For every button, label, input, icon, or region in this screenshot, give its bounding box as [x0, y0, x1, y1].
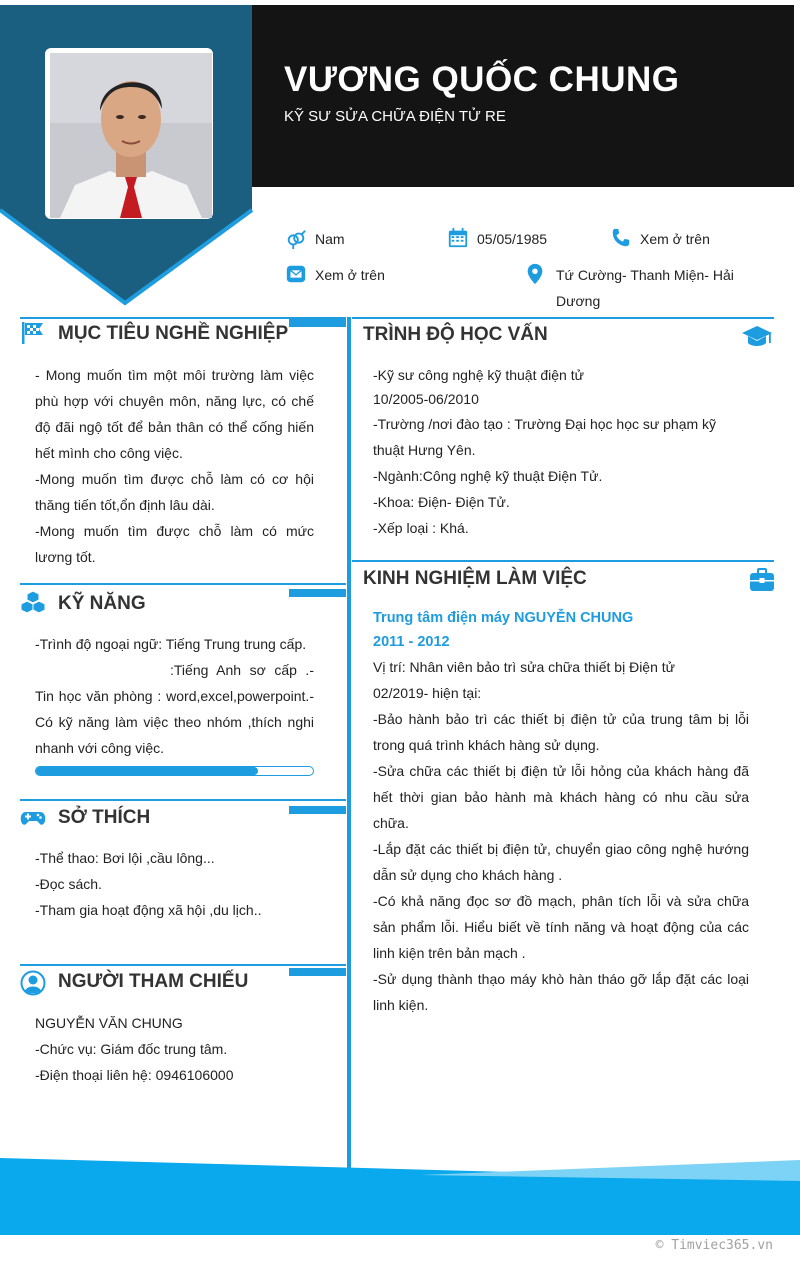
job-title: KỸ SƯ SỬA CHỮA ĐIỆN TỬ RE	[284, 108, 506, 125]
divider-skills	[20, 583, 346, 585]
column-divider	[347, 317, 351, 1169]
address-line-1: Tứ Cường- Thanh Miện- Hải	[556, 267, 734, 283]
education-line: -Khoa: Điện- Điện Tử.	[373, 494, 510, 510]
gender-icon	[285, 228, 307, 250]
divider-tab	[289, 806, 346, 814]
avatar	[50, 53, 212, 218]
education-line: -Kỹ sư công nghệ kỹ thuật điện tử	[373, 367, 584, 383]
phone-icon	[610, 227, 632, 249]
divider-education	[352, 317, 774, 319]
skill-level-bar	[35, 766, 314, 776]
skill-level-fill	[36, 767, 258, 775]
experience-line: -Sử dụng thành thạo máy khò hàn tháo gỡ lắp đặt các loại linh kiện.	[373, 971, 749, 1013]
experience-details	[373, 654, 749, 1018]
phone-value: Xem ở trên	[640, 231, 710, 247]
reference-line: NGUYỄN VĂN CHUNG	[35, 1015, 183, 1031]
divider-tab	[289, 319, 346, 327]
gamepad-icon	[20, 805, 46, 831]
cubes-icon	[20, 590, 46, 616]
reference-line: -Chức vụ: Giám đốc trung tâm.	[35, 1041, 228, 1057]
experience-line: Vị trí: Nhân viên bảo trì sửa chữa thiết bị Điện tử	[373, 659, 676, 675]
section-title-skills: KỸ NĂNG	[58, 593, 146, 614]
education-line: 10/2005-06/2010	[373, 391, 479, 407]
divider-references	[20, 964, 346, 966]
education-line: -Ngành:Công nghệ kỹ thuật Điện Tử.	[373, 468, 603, 484]
section-title-experience: KINH NGHIỆM LÀM VIỆC	[363, 568, 587, 589]
graduation-cap-icon	[741, 324, 773, 350]
skills-text	[35, 631, 314, 761]
divider-tab	[289, 968, 346, 976]
divider-tab	[289, 589, 346, 597]
copyright-watermark: © Timviec365.vn	[655, 1238, 773, 1253]
experience-line: 02/2019- hiện tại:	[373, 685, 482, 701]
briefcase-icon	[749, 567, 775, 593]
experience-line: -Sửa chữa các thiết bị điện tử lỗi hỏng của khách hàng đã hết thời gian bảo hành mà khách hàng có nhu cầu sửa chữa.	[373, 763, 749, 831]
birthday-value: 05/05/1985	[477, 231, 548, 247]
divider-hobbies	[20, 799, 346, 801]
education-line: -Xếp loại : Khá.	[373, 520, 469, 536]
objective-line: -Mong muốn tìm được chỗ làm có mức lương tốt.	[35, 523, 314, 565]
address-line-2: Dương	[556, 293, 601, 309]
experience-line: -Bảo hành bảo trì các thiết bị điện tử của trung tâm bị lỗi trong quá trình khách hàng sử dụng.	[373, 711, 749, 753]
work-period: 2011 - 2012	[373, 634, 450, 650]
calendar-icon	[447, 227, 469, 249]
objective-line: - Mong muốn tìm một môi trường làm việc phù hợp với chuyên môn, năng lực, có chế độ đãi ngộ tốt để bản thân có thể cống hiến hết mình cho công việc.	[35, 367, 314, 461]
experience-line: -Lắp đặt các thiết bị điện tử, chuyển giao công nghệ hướng dẫn sử dụng cho khách hàng .	[373, 841, 749, 883]
skills-line-2: :Tiếng Anh sơ cấp .-Tin học văn phòng : word,excel,powerpoint.-Có kỹ năng làm việc theo nhóm ,thích nghi nhanh với công việc.	[35, 662, 314, 756]
section-title-references: NGƯỜI THAM CHIẾU	[58, 971, 249, 992]
hobby-line: -Đọc sách.	[35, 876, 102, 892]
experience-line: -Có khả năng đọc sơ đồ mạch, phân tích lỗi và sửa chữa sản phẩm lỗi. Hiểu biết về tính năng và hoạt động của các linh kiện trên bản mạch .	[373, 893, 749, 961]
flag-icon	[20, 320, 46, 346]
objective-text	[35, 362, 314, 570]
experience-text	[373, 606, 749, 1018]
candidate-name: VƯƠNG QUỐC CHUNG	[284, 60, 680, 99]
company-name: Trung tâm điện máy NGUYỄN CHUNG	[373, 610, 634, 626]
user-circle-icon	[20, 970, 46, 996]
skills-line-1: -Trình độ ngoại ngữ: Tiếng Trung trung cấp.	[35, 636, 307, 652]
footer-wave	[0, 1155, 800, 1235]
location-icon	[524, 263, 546, 285]
hobby-line: -Thể thao: Bơi lội ,cầu lông...	[35, 850, 215, 866]
section-title-education: TRÌNH ĐỘ HỌC VẤN	[363, 324, 548, 345]
divider-experience	[352, 560, 774, 562]
email-value: Xem ở trên	[315, 267, 385, 283]
section-title-objective: MỤC TIÊU NGHỀ NGHIỆP	[58, 323, 289, 344]
section-title-hobbies: SỞ THÍCH	[58, 807, 151, 828]
email-icon	[285, 263, 307, 285]
education-text	[373, 362, 749, 541]
references-text	[35, 1010, 325, 1088]
gender-value: Nam	[315, 231, 345, 247]
hobbies-text	[35, 845, 314, 923]
hobby-line: -Tham gia hoạt động xã hội ,du lịch..	[35, 902, 262, 918]
education-line: -Trường /nơi đào tạo : Trường Đại học học sư phạm kỹ thuật Hưng Yên.	[373, 416, 717, 458]
reference-line: -Điện thoại liên hệ: 0946106000	[35, 1067, 234, 1083]
objective-line: -Mong muốn tìm được chỗ làm có cơ hội thăng tiến tốt,ổn định lâu dài.	[35, 471, 314, 513]
